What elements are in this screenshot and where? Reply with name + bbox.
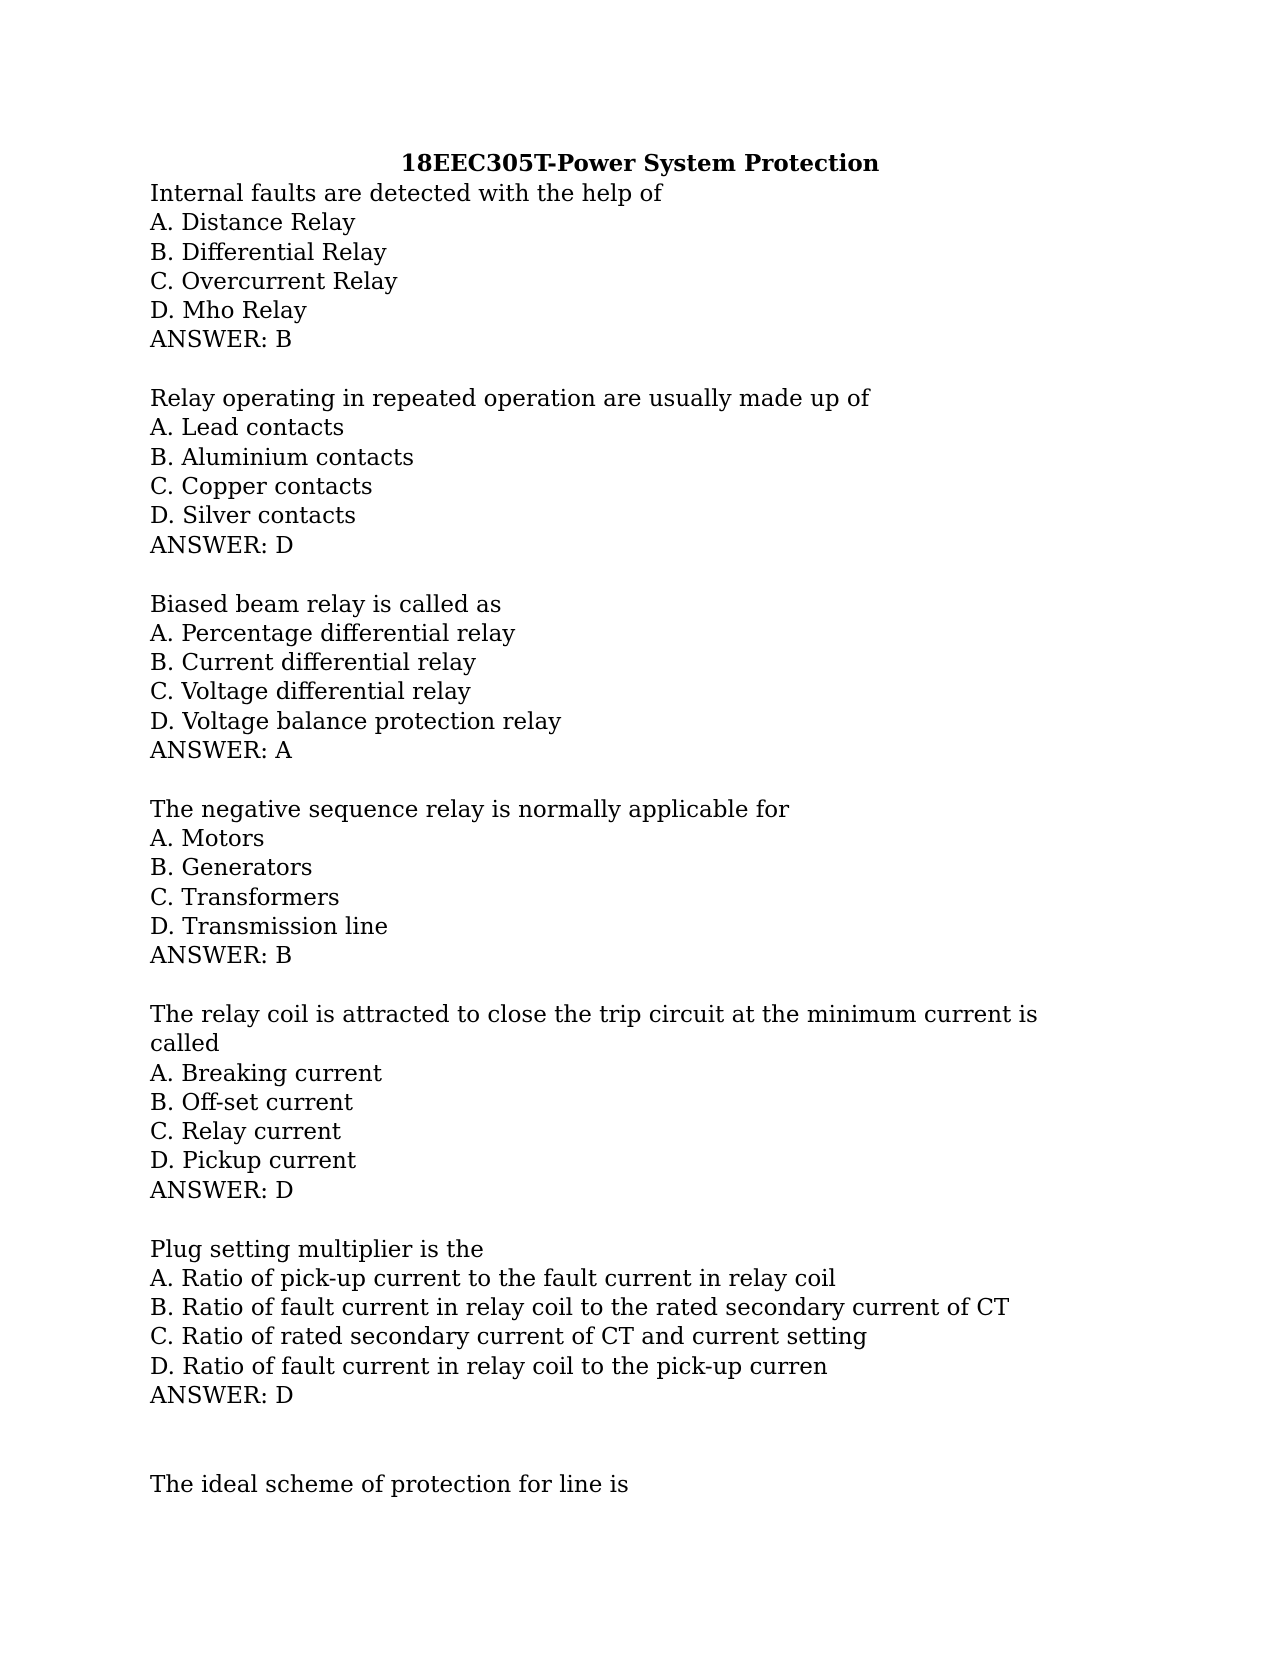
option-d: D. Silver contacts bbox=[150, 503, 357, 529]
option-a: A. Motors bbox=[150, 826, 265, 852]
option-c: C. Transformers bbox=[150, 885, 340, 911]
option-c: C. Voltage differential relay bbox=[150, 679, 471, 705]
option-d: D. Voltage balance protection relay bbox=[150, 709, 562, 735]
option-a: A. Distance Relay bbox=[150, 210, 356, 236]
option-a: A. Ratio of pick-up current to the fault current in relay coil bbox=[150, 1266, 836, 1292]
option-d: D. Pickup current bbox=[150, 1148, 357, 1174]
question-text: Biased beam relay is called as bbox=[150, 592, 502, 618]
option-b: B. Aluminium contacts bbox=[150, 445, 414, 471]
question-text: The negative sequence relay is normally applicable for bbox=[150, 797, 790, 823]
option-d: D. Ratio of fault current in relay coil to the pick-up curren bbox=[150, 1354, 828, 1380]
question-text: The ideal scheme of protection for line is bbox=[150, 1472, 629, 1498]
answer: ANSWER: D bbox=[150, 533, 294, 559]
answer: ANSWER: D bbox=[150, 1178, 294, 1204]
page-title: 18EEC305T-Power System Protection bbox=[400, 150, 880, 177]
answer: ANSWER: D bbox=[150, 1383, 294, 1409]
option-a: A. Lead contacts bbox=[150, 415, 345, 441]
option-b: B. Generators bbox=[150, 855, 313, 881]
question-text: Relay operating in repeated operation are usually made up of bbox=[150, 386, 870, 412]
answer: ANSWER: B bbox=[150, 943, 293, 969]
option-d: D. Transmission line bbox=[150, 914, 389, 940]
option-c: C. Ratio of rated secondary current of CT and current setting bbox=[150, 1324, 868, 1350]
question-text: Plug setting multiplier is the bbox=[150, 1237, 484, 1263]
option-c: C. Copper contacts bbox=[150, 474, 373, 500]
option-a: A. Percentage differential relay bbox=[150, 621, 516, 647]
option-a: A. Breaking current bbox=[150, 1061, 382, 1087]
answer: ANSWER: A bbox=[150, 738, 292, 764]
option-b: B. Off-set current bbox=[150, 1090, 353, 1116]
option-b: B. Ratio of fault current in relay coil to the rated secondary current of CT bbox=[150, 1295, 1010, 1321]
question-text: Internal faults are detected with the help of bbox=[150, 181, 662, 207]
option-d: D. Mho Relay bbox=[150, 298, 307, 324]
option-c: C. Overcurrent Relay bbox=[150, 269, 398, 295]
option-b: B. Current differential relay bbox=[150, 650, 476, 676]
question-text-continued: called bbox=[150, 1031, 220, 1057]
question-text: The relay coil is attracted to close the trip circuit at the minimum current is bbox=[150, 1002, 1038, 1028]
option-c: C. Relay current bbox=[150, 1119, 342, 1145]
answer: ANSWER: B bbox=[150, 327, 293, 353]
option-b: B. Differential Relay bbox=[150, 240, 387, 266]
